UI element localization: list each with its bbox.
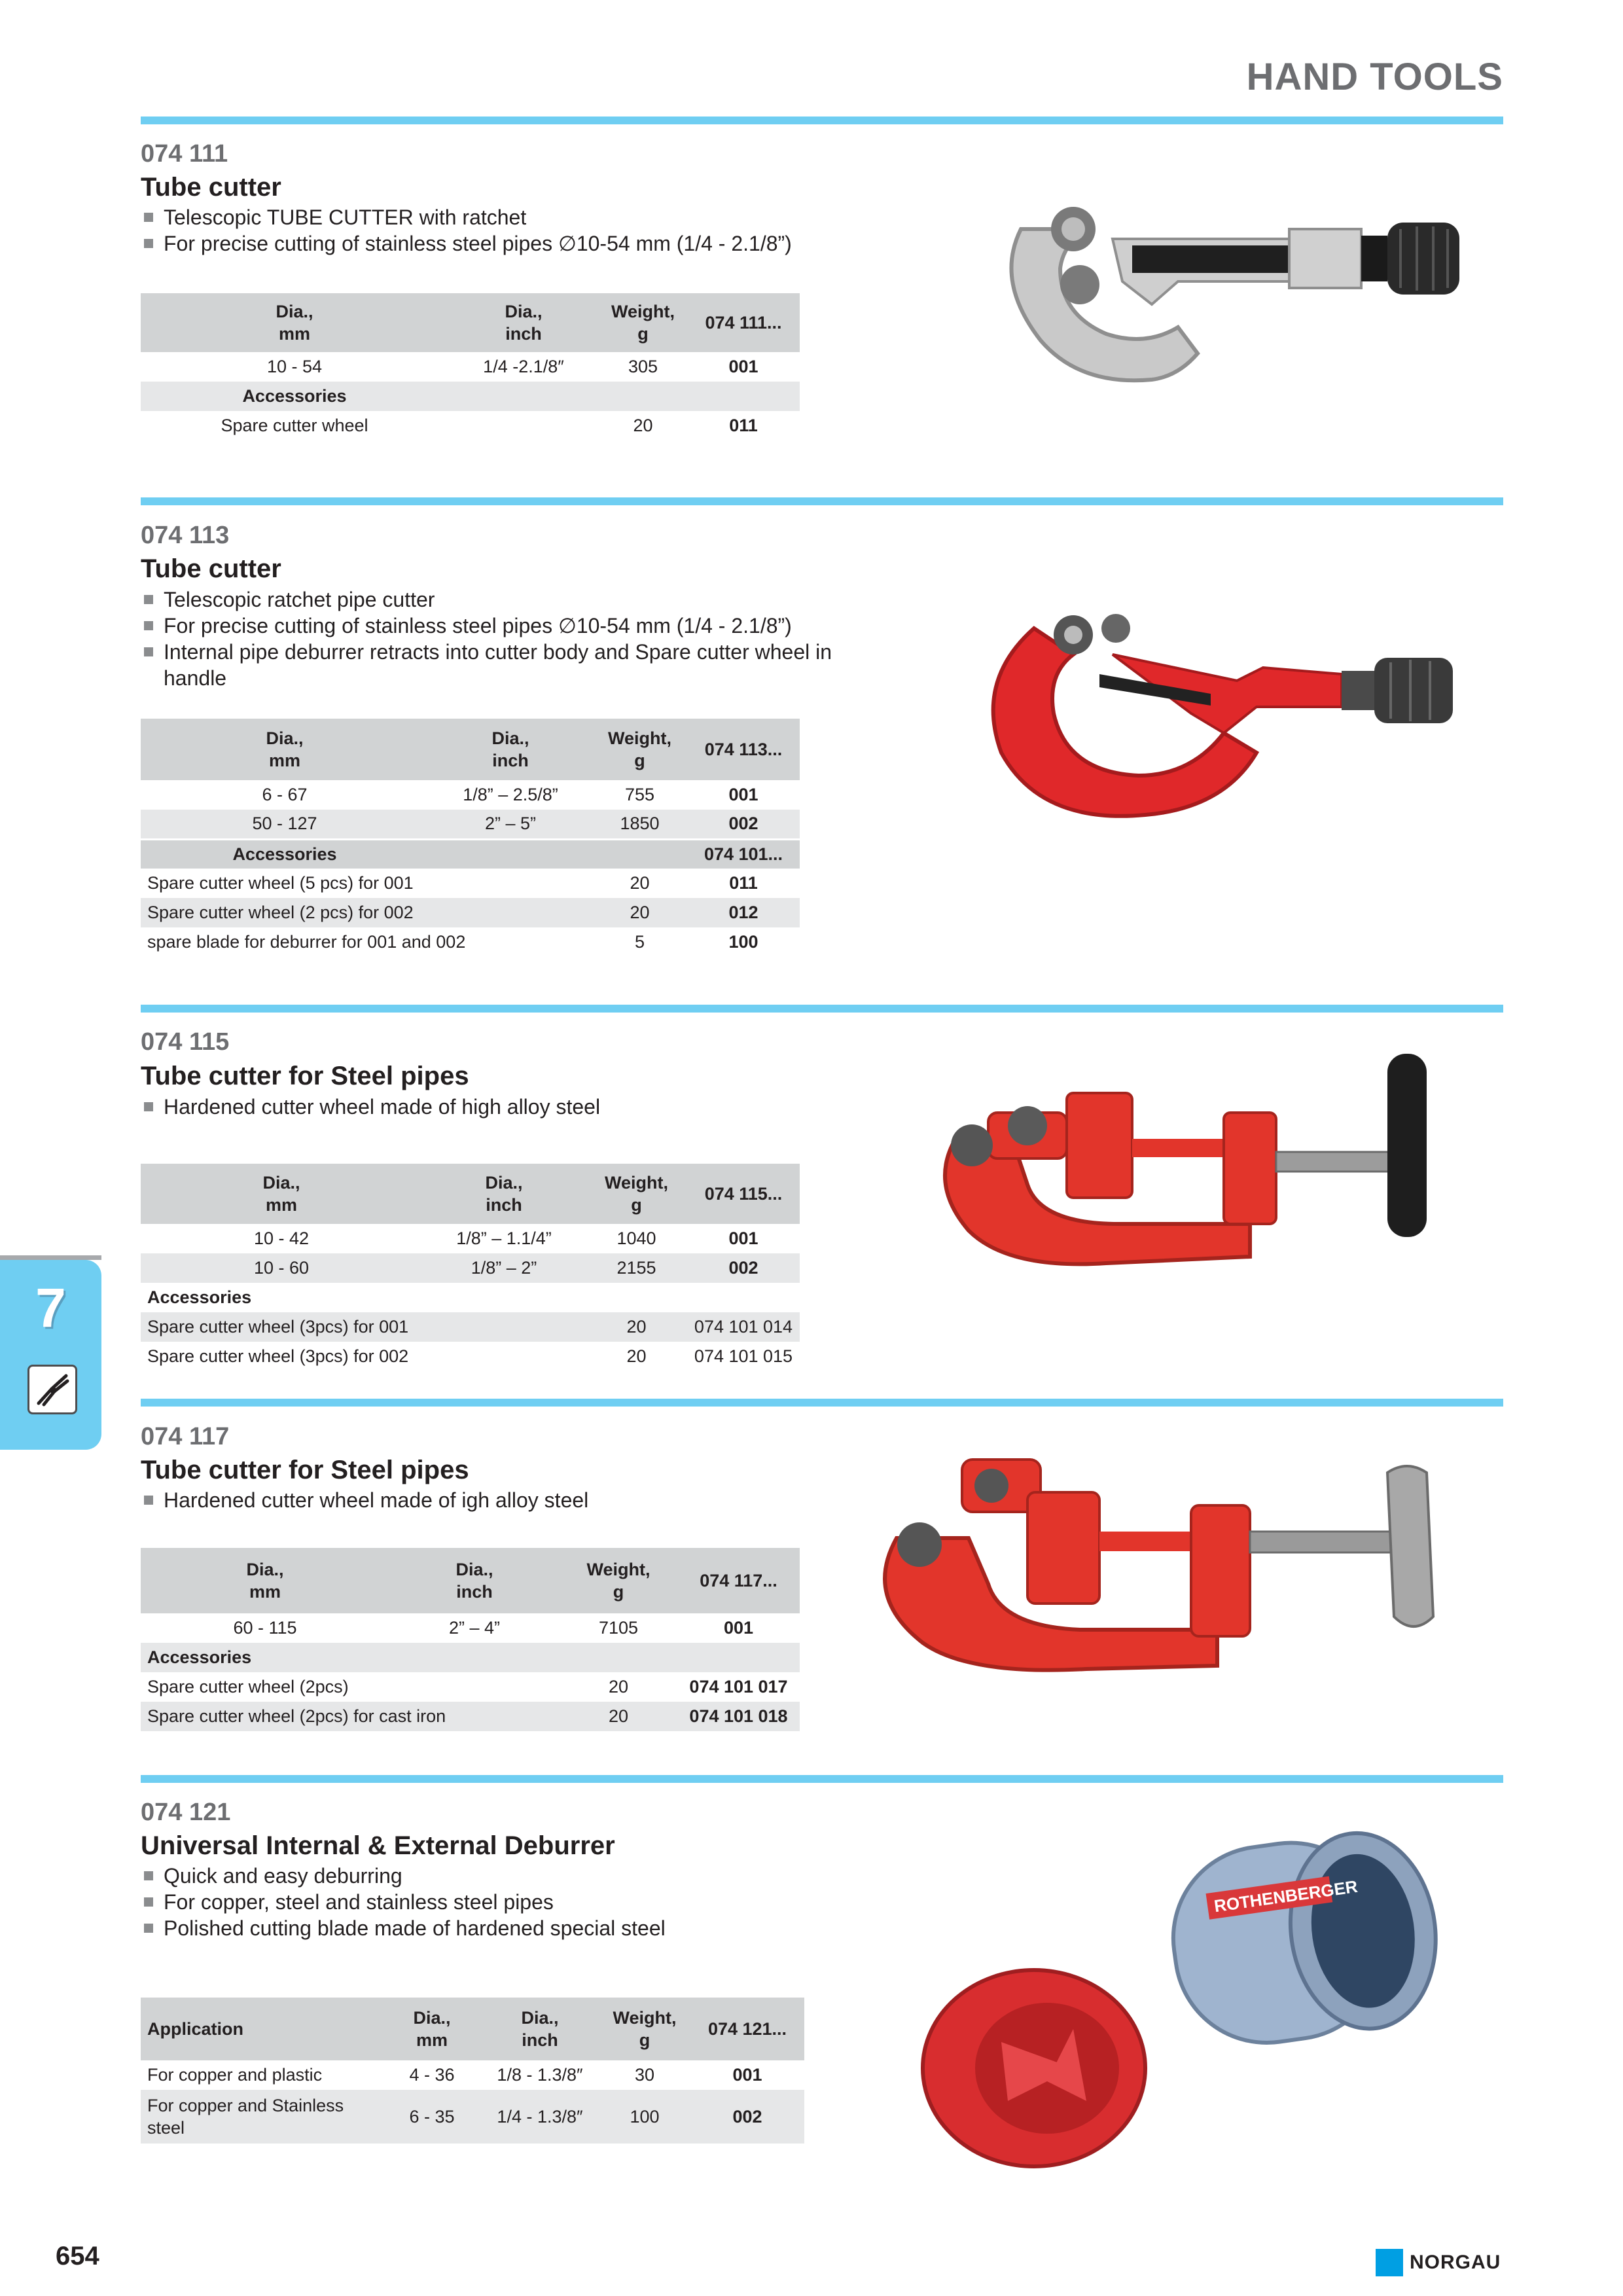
deburrer-074121-image (903, 1793, 1492, 2186)
product-title: Tube cutter for Steel pipes (141, 1062, 469, 1090)
cell: 10 - 42 (141, 1224, 422, 1253)
col-header: Weight, g (599, 1998, 690, 2060)
cell: 10 - 60 (141, 1253, 422, 1283)
col-header: 074 121... (690, 1998, 804, 2060)
cell: 2155 (586, 1253, 687, 1283)
col-header: Dia., inch (481, 1998, 599, 2060)
cell: 2” – 5” (429, 810, 592, 839)
cell: 10 - 54 (141, 352, 448, 382)
cell: 1/8” – 2.5/8” (429, 780, 592, 810)
cell: spare blade for deburrer for 001 and 002 (141, 927, 592, 957)
col-header: Dia., inch (448, 293, 599, 352)
article-number: 002 (687, 1253, 800, 1283)
cell: 1850 (592, 810, 687, 839)
col-header: Dia., mm (383, 1998, 481, 2060)
brand-label: ROTHENBERGER (1213, 1876, 1359, 1916)
cell: 50 - 127 (141, 810, 429, 839)
feature-item: Internal pipe deburrer retracts into cutter body and Spare cutter wheel in handle (143, 639, 849, 691)
spec-table (141, 1998, 804, 2144)
feature-item: For precise cutting of stainless steel pipes ∅10-54 mm (1/4 - 2.1/8”) (143, 613, 849, 639)
article-number: 074 101 017 (677, 1672, 800, 1702)
cell: Spare cutter wheel (2pcs) for cast iron (141, 1702, 560, 1731)
feature-item: Telescopic TUBE CUTTER with ratchet (143, 204, 849, 230)
feature-item: Hardened cutter wheel made of high alloy steel (143, 1094, 849, 1120)
col-header: Dia., mm (141, 719, 429, 780)
feature-list (143, 1863, 849, 1941)
product-title: Tube cutter (141, 554, 281, 583)
cell: 20 (560, 1672, 677, 1702)
cell: 20 (599, 411, 687, 440)
cell: 4 - 36 (383, 2060, 481, 2090)
col-header: Weight, g (586, 1164, 687, 1224)
cell: 1040 (586, 1224, 687, 1253)
cell: Spare cutter wheel (2pcs) (141, 1672, 560, 1702)
cell: Spare cutter wheel (141, 411, 448, 440)
cell: 7105 (560, 1613, 677, 1643)
section-divider (141, 1005, 1503, 1013)
col-header: Weight, g (560, 1548, 677, 1613)
article-number: 012 (687, 898, 800, 927)
tube-cutter-074115-image (910, 1034, 1486, 1296)
col-header: Dia., inch (389, 1548, 560, 1613)
accessories-row (141, 839, 800, 869)
cell: Spare cutter wheel (3pcs) for 002 (141, 1342, 586, 1371)
accessories-row (141, 382, 800, 411)
article-number: 100 (687, 927, 800, 957)
product-code: 074 117 (141, 1423, 230, 1450)
article-number: 074 101 015 (687, 1342, 800, 1371)
table-row (141, 810, 800, 839)
pliers-icon (27, 1365, 77, 1414)
cell: 1/8 - 1.3/8″ (481, 2060, 599, 2090)
cell: 1/4 - 1.3/8″ (481, 2090, 599, 2144)
product-code: 074 111 (141, 140, 228, 168)
col-header: Dia., mm (141, 1164, 422, 1224)
article-number: 001 (687, 1224, 800, 1253)
cell: 20 (592, 898, 687, 927)
brand-square-icon (1376, 2249, 1403, 2276)
table-row (141, 1672, 800, 1702)
cell: Spare cutter wheel (5 pcs) for 001 (141, 869, 592, 898)
product-code: 074 113 (141, 522, 230, 549)
feature-list (143, 1094, 849, 1120)
accessories-row (141, 1283, 800, 1312)
col-header: Dia., mm (141, 293, 448, 352)
col-header: Weight, g (599, 293, 687, 352)
feature-item: Polished cutting blade made of hardened special steel (143, 1915, 849, 1941)
feature-item: Hardened cutter wheel made of igh alloy steel (143, 1487, 849, 1513)
tube-cutter-074117-image (851, 1433, 1505, 1695)
product-title: Universal Internal & External Deburrer (141, 1831, 615, 1860)
cell: 30 (599, 2060, 690, 2090)
table-row (141, 1312, 800, 1342)
spec-table (141, 719, 800, 957)
feature-list (143, 204, 849, 257)
table-row (141, 2060, 804, 2090)
cell: 5 (592, 927, 687, 957)
feature-item: Quick and easy deburring (143, 1863, 849, 1889)
product-title: Tube cutter (141, 173, 281, 202)
table-row (141, 898, 800, 927)
col-header: 074 111... (687, 293, 800, 352)
cell: 6 - 35 (383, 2090, 481, 2144)
article-number: 002 (687, 810, 800, 839)
cell: 755 (592, 780, 687, 810)
accessories-label: Accessories (141, 382, 448, 411)
page-number: 654 (56, 2242, 99, 2270)
accessories-row (141, 1643, 800, 1672)
section-divider (141, 1399, 1503, 1407)
cell: 20 (586, 1342, 687, 1371)
accessories-code: 074 101... (687, 839, 800, 869)
article-number: 074 101 018 (677, 1702, 800, 1731)
accessories-label: Accessories (141, 1283, 422, 1312)
feature-list (143, 586, 849, 691)
tube-cutter-074113-image (949, 589, 1486, 838)
table-row (141, 869, 800, 898)
spec-table (141, 1548, 800, 1731)
side-tab-line (0, 1255, 101, 1260)
col-header: Dia., mm (141, 1548, 389, 1613)
section-divider (141, 497, 1503, 505)
cell: 2” – 4” (389, 1613, 560, 1643)
table-row (141, 2090, 804, 2144)
table-row (141, 927, 800, 957)
article-number: 011 (687, 869, 800, 898)
cell: 60 - 115 (141, 1613, 389, 1643)
cell: Spare cutter wheel (3pcs) for 001 (141, 1312, 586, 1342)
article-number: 001 (690, 2060, 804, 2090)
table-row (141, 352, 800, 382)
section-title: HAND TOOLS (1246, 56, 1503, 98)
chapter-number: 7 (35, 1277, 66, 1338)
section-divider (141, 1775, 1503, 1783)
product-code: 074 115 (141, 1028, 230, 1056)
article-number: 001 (677, 1613, 800, 1643)
brand-logo (1376, 2249, 1507, 2276)
article-number: 001 (687, 352, 800, 382)
accessories-label: Accessories (141, 839, 429, 869)
tube-cutter-074111-image (982, 177, 1492, 399)
table-row (141, 1613, 800, 1643)
cell (448, 411, 599, 440)
cell: 305 (599, 352, 687, 382)
table-row (141, 411, 800, 440)
spec-table (141, 293, 800, 440)
cell: 1/4 -2.1/8″ (448, 352, 599, 382)
brand-name: NORGAU (1410, 2251, 1501, 2273)
feature-item: Telescopic ratchet pipe cutter (143, 586, 849, 613)
accessories-label: Accessories (141, 1643, 389, 1672)
col-header: Weight, g (592, 719, 687, 780)
table-row (141, 1342, 800, 1371)
col-header: 074 113... (687, 719, 800, 780)
article-number: 074 101 014 (687, 1312, 800, 1342)
feature-item: For precise cutting of stainless steel pipes ∅10-54 mm (1/4 - 2.1/8”) (143, 230, 849, 257)
table-row (141, 1702, 800, 1731)
product-code: 074 121 (141, 1799, 231, 1826)
table-row (141, 1224, 800, 1253)
spec-table (141, 1164, 800, 1371)
cell: For copper and plastic (141, 2060, 383, 2090)
article-number: 002 (690, 2090, 804, 2144)
article-number: 001 (687, 780, 800, 810)
cell: For copper and Stainless steel (141, 2090, 383, 2144)
cell: 20 (560, 1702, 677, 1731)
col-header: Dia., inch (422, 1164, 586, 1224)
table-row (141, 1253, 800, 1283)
cell: 20 (586, 1312, 687, 1342)
feature-item: For copper, steel and stainless steel pipes (143, 1889, 849, 1915)
product-title: Tube cutter for Steel pipes (141, 1456, 469, 1484)
cell: 1/8” – 1.1/4” (422, 1224, 586, 1253)
col-header: Application (141, 1998, 383, 2060)
col-header: 074 115... (687, 1164, 800, 1224)
cell: 1/8” – 2” (422, 1253, 586, 1283)
feature-list (143, 1487, 849, 1513)
cell: 20 (592, 869, 687, 898)
col-header: Dia., inch (429, 719, 592, 780)
col-header: 074 117... (677, 1548, 800, 1613)
table-row (141, 780, 800, 810)
section-divider (141, 117, 1503, 124)
article-number: 011 (687, 411, 800, 440)
cell: 6 - 67 (141, 780, 429, 810)
cell: 100 (599, 2090, 690, 2144)
cell: Spare cutter wheel (2 pcs) for 002 (141, 898, 592, 927)
